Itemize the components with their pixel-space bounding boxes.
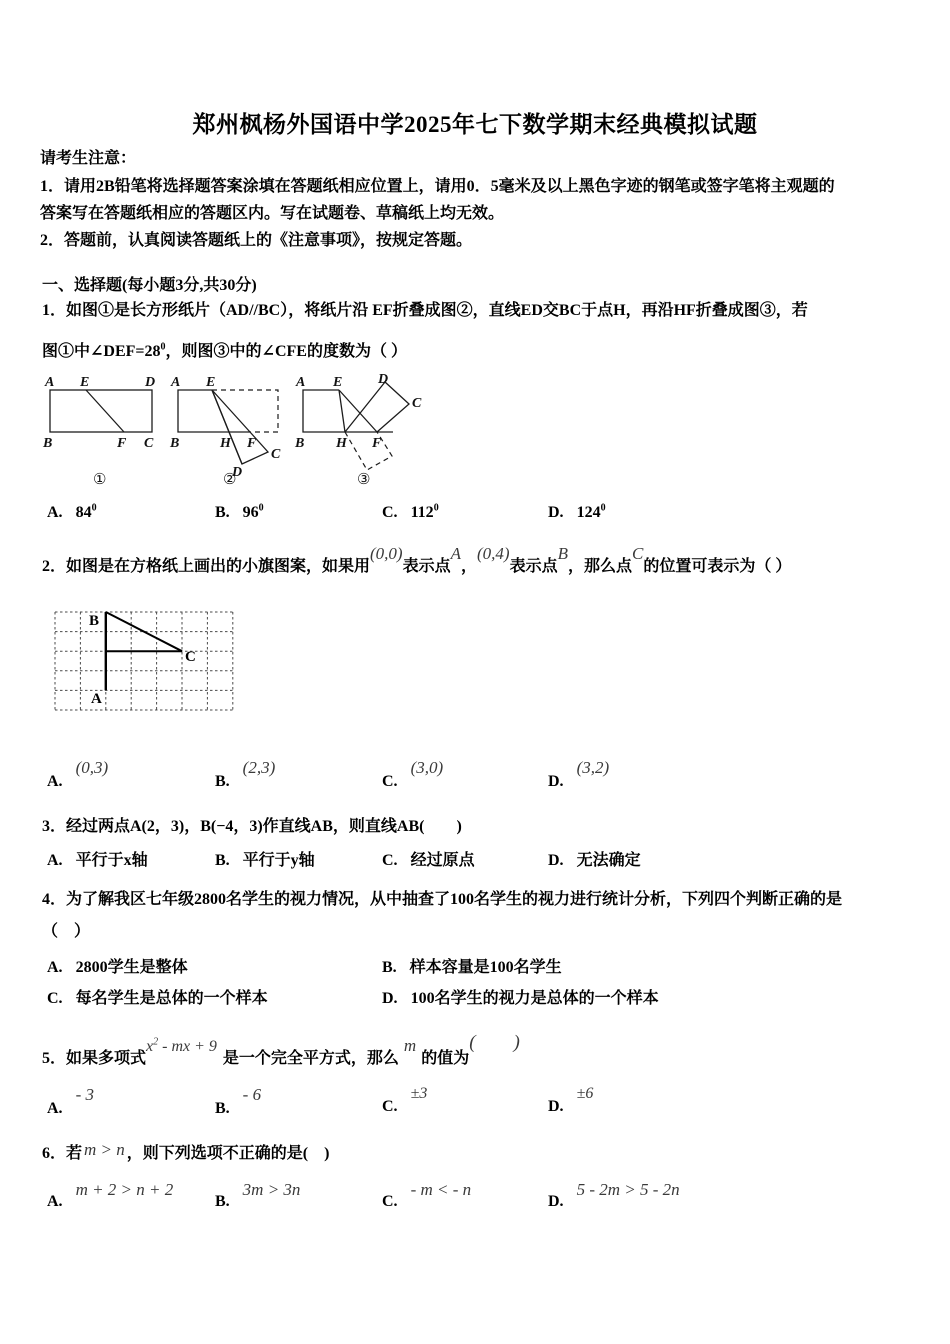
q2-option-a: A.(0,3) bbox=[47, 758, 109, 790]
q2-option-d: D.(3,2) bbox=[548, 758, 610, 790]
q2-math-C: C bbox=[632, 544, 644, 563]
fig1-rectangle-diagram bbox=[42, 375, 155, 488]
fig3-solid-outline bbox=[303, 390, 393, 432]
q2-math-origin: (0,0) bbox=[370, 544, 403, 563]
fig2-label-E: E bbox=[206, 375, 216, 390]
q6-options-row bbox=[0, 1180, 950, 1220]
q3-option-b: B. 平行于y轴 bbox=[215, 852, 315, 869]
notice-item1-line1: 1．请用2B铅笔将选择题答案涂填在答题纸相应位置上，请用0．5毫米及以上黑色字迹的钢笔或签字笔将主观题的 bbox=[40, 178, 835, 195]
fig3-label-F: F bbox=[372, 436, 382, 451]
fig2-label-C: C bbox=[271, 447, 281, 462]
fig3-flap-shadow-dashed bbox=[345, 432, 392, 470]
q5-paren: ( ) bbox=[469, 1032, 520, 1053]
q2-figure-flag-grid bbox=[53, 598, 243, 720]
fig1-label-B: B bbox=[43, 436, 53, 451]
fig1-fold-line-EF bbox=[86, 390, 124, 432]
q3-option-d: D. 无法确定 bbox=[548, 852, 641, 869]
q1-figure bbox=[40, 372, 440, 492]
q2-math-B: B bbox=[557, 544, 568, 563]
notice-item1-line2: 答案写在答题纸相应的答题区内。写在试题卷、草稿纸上均无效。 bbox=[40, 205, 505, 222]
fig1-rect bbox=[50, 390, 152, 432]
q1-option-b: B. $96^0$ bbox=[215, 502, 264, 521]
flag-label-C: C bbox=[185, 649, 196, 665]
q2-math-A: A bbox=[450, 544, 461, 563]
q6-text: 6．若 m > n ，则下列选项不正确的是( ) bbox=[42, 1140, 330, 1162]
q6-option-d: D.5 - 2m > 5 - 2n bbox=[548, 1180, 680, 1210]
q5-option-d: D.±6 bbox=[548, 1085, 594, 1115]
fig2-label-A: A bbox=[171, 375, 181, 390]
q4-option-b: B. 样本容量是100名学生 bbox=[382, 959, 562, 976]
q1-line2-pre: 图①中∠DEF=28 bbox=[42, 343, 161, 360]
q3-text: 3．经过两点A(2，3)，B(−4，3)作直线AB，则直线AB( ) bbox=[42, 818, 462, 835]
q4-text-line2: （ ） bbox=[42, 923, 91, 940]
q2-options-row bbox=[0, 758, 950, 800]
q1-options-row bbox=[0, 503, 950, 529]
q1-text-line2 bbox=[42, 342, 407, 362]
q2-math-04: (0,4) bbox=[477, 544, 510, 563]
q5-option-a: A.- 3 bbox=[47, 1085, 94, 1117]
q4-text-line1: 4．为了解我区七年级2800名学生的视力情况，从中抽查了100名学生的视力进行统计分析，下列四个判断正确的是 bbox=[42, 891, 843, 908]
fig2-label-D: D bbox=[232, 465, 243, 480]
fig3-label-E: E bbox=[333, 375, 343, 390]
fig1-label-A: A bbox=[45, 375, 55, 390]
q1-line2-sup: 0 bbox=[160, 341, 166, 353]
fig3-fold-diagram bbox=[294, 372, 422, 488]
fig3-label-A: A bbox=[296, 375, 306, 390]
fig1-label-D: D bbox=[145, 375, 156, 390]
fig1-caption: ① bbox=[93, 472, 107, 488]
q4-options-row1 bbox=[0, 958, 950, 984]
q6-option-b: B.3m > 3n bbox=[215, 1180, 301, 1210]
notice-item2: 2．答题前，认真阅读答题纸上的《注意事项》，按规定答题。 bbox=[40, 232, 473, 249]
fig2-caption: ② bbox=[223, 472, 237, 488]
q6-option-c: C.- m < - n bbox=[382, 1180, 472, 1210]
q4-option-d: D. 100名学生的视力是总体的一个样本 bbox=[382, 990, 659, 1007]
q5-math-m: m bbox=[403, 1036, 417, 1055]
fig3-label-B: B bbox=[295, 436, 305, 451]
fig2-label-B: B bbox=[170, 436, 180, 451]
q1-text-line1: 1．如图①是长方形纸片（AD//BC），将纸片沿 EF折叠成图②，直线ED交BC于点H，再沿HF折叠成图③，若 bbox=[42, 302, 808, 319]
flag-label-B: B bbox=[89, 613, 100, 629]
q5-options-row bbox=[0, 1085, 950, 1127]
section-heading: 一、选择题(每小题3分,共30分) bbox=[42, 277, 257, 294]
q4-option-a: A. 2800学生是整体 bbox=[47, 959, 188, 976]
flag-label-A: A bbox=[91, 691, 102, 707]
q2-option-c: C.(3,0) bbox=[382, 758, 444, 790]
q3-options-row bbox=[0, 851, 950, 877]
q4-option-c: C. 每名学生是总体的一个样本 bbox=[47, 990, 268, 1007]
fig1-label-C: C bbox=[144, 436, 154, 451]
q5-option-c: C.±3 bbox=[382, 1085, 428, 1115]
fig2-folded-flap bbox=[212, 390, 268, 464]
notice-heading: 请考生注意： bbox=[40, 150, 137, 167]
grid-lines bbox=[55, 612, 233, 710]
q1-option-a: A. $84^0$ bbox=[47, 502, 97, 521]
page-title: 郑州枫杨外国语中学2025年七下数学期末经典模拟试题 bbox=[192, 112, 758, 137]
fig3-label-H: H bbox=[336, 436, 347, 451]
fig1-label-E: E bbox=[80, 375, 90, 390]
fig2-label-F: F bbox=[247, 436, 257, 451]
q5-math-polynomial: $x^2$ - mx + 9 bbox=[146, 1036, 217, 1055]
fig2-fold-diagram bbox=[169, 375, 281, 488]
q1-option-c: C. $112^0$ bbox=[382, 502, 439, 521]
q5-text: 5．如果多项式$x^2$ - mx + 9是一个完全平方式，那么m的值为( ) bbox=[42, 1032, 520, 1067]
q6-math-condition: m > n bbox=[84, 1140, 125, 1159]
fig3-caption: ③ bbox=[357, 472, 371, 488]
q5-option-b: B.- 6 bbox=[215, 1085, 262, 1117]
fig2-label-H: H bbox=[220, 436, 231, 451]
fig3-label-C: C bbox=[412, 396, 422, 411]
q1-option-d: D. $124^0$ bbox=[548, 502, 606, 521]
fig2-line-ED bbox=[212, 390, 242, 464]
q1-line2-post: ，则图③中的∠CFE的度数为（ ） bbox=[165, 343, 407, 360]
q4-options-row2 bbox=[0, 989, 950, 1015]
q6-option-a: A.m + 2 > n + 2 bbox=[47, 1180, 174, 1210]
q2-option-b: B.(2,3) bbox=[215, 758, 276, 790]
q3-option-a: A. 平行于x轴 bbox=[47, 852, 148, 869]
q3-option-c: C. 经过原点 bbox=[382, 852, 475, 869]
q2-text: 2．如图是在方格纸上画出的小旗图案，如果用(0,0)表示点A，(0,4)表示点B，那么点C的位置可表示为（ ） bbox=[42, 544, 792, 575]
fig1-label-F: F bbox=[117, 436, 127, 451]
fig3-label-D: D bbox=[378, 372, 389, 387]
